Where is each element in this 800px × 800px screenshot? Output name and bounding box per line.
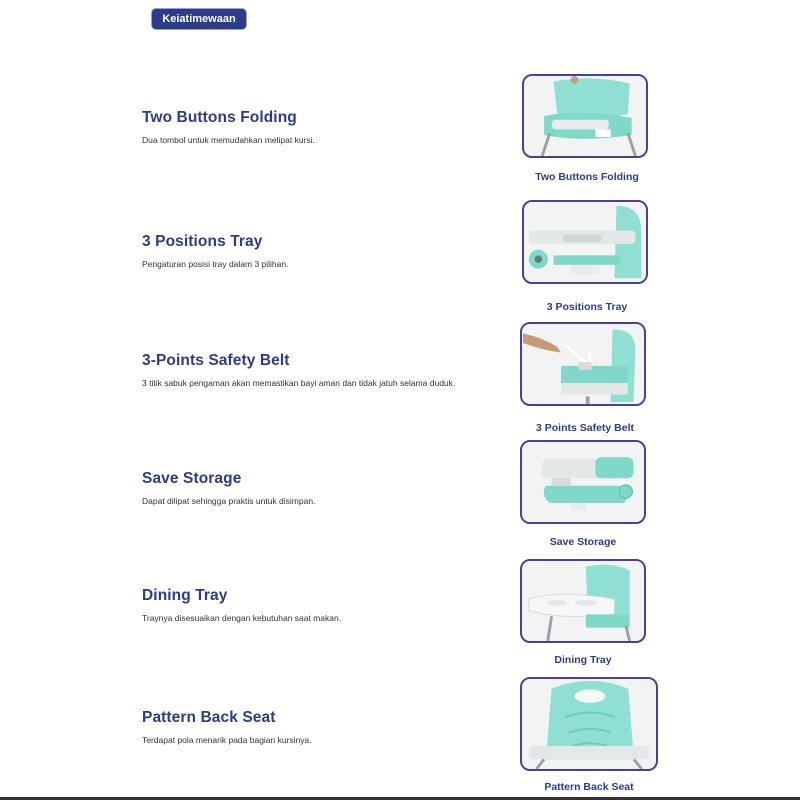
feature-pattern-back-seat	[142, 709, 312, 745]
feature-description: Pengaturan posisi tray dalam 3 pilihan.	[142, 259, 289, 269]
feature-title: 3-Points Safety Belt	[142, 352, 290, 369]
chair-photo-tray	[522, 200, 648, 284]
feature-dining-tray	[142, 587, 341, 623]
photo-caption: 3 Positions Tray	[546, 301, 628, 313]
feature-description: 3 titik sabuk pengaman akan memastikan bayi aman dan tidak jatuh selama duduk.	[142, 378, 456, 388]
chair-photo-belt	[520, 322, 646, 406]
feature-title: 3 Positions Tray	[142, 233, 263, 250]
feature-description: Terdapat pola menarik pada bagian kursinya.	[142, 735, 312, 745]
photo-caption: Two Buttons Folding	[535, 171, 639, 183]
photo-caption: Dining Tray	[554, 654, 612, 666]
feature-3-positions-tray	[142, 233, 288, 269]
feature-title: Pattern Back Seat	[142, 709, 276, 726]
photo-caption: Pattern Back Seat	[544, 781, 634, 793]
feature-3-points-safety-belt	[142, 352, 455, 388]
photo-caption: Save Storage	[549, 536, 617, 548]
feature-title: Dining Tray	[142, 587, 228, 604]
chair-photo-folding	[522, 74, 648, 158]
photo-caption: 3 Points Safety Belt	[535, 422, 635, 434]
chair-photo-storage	[520, 440, 646, 524]
feature-description: Traynya disesuaikan dengan kebutuhan saat makan.	[142, 613, 342, 623]
feature-description: Dapat dilipat sehingga praktis untuk disimpan.	[142, 496, 316, 506]
feature-title: Two Buttons Folding	[142, 109, 297, 126]
feature-two-buttons-folding	[142, 109, 315, 145]
feature-title: Save Storage	[142, 470, 242, 487]
section-badge: Keiatimewaan	[152, 9, 246, 29]
feature-description: Dua tombol untuk memudahkan melipat kursi.	[142, 135, 315, 145]
chair-photo-dining	[520, 559, 646, 643]
chair-photo-backseat	[520, 677, 658, 771]
feature-save-storage	[142, 470, 315, 506]
